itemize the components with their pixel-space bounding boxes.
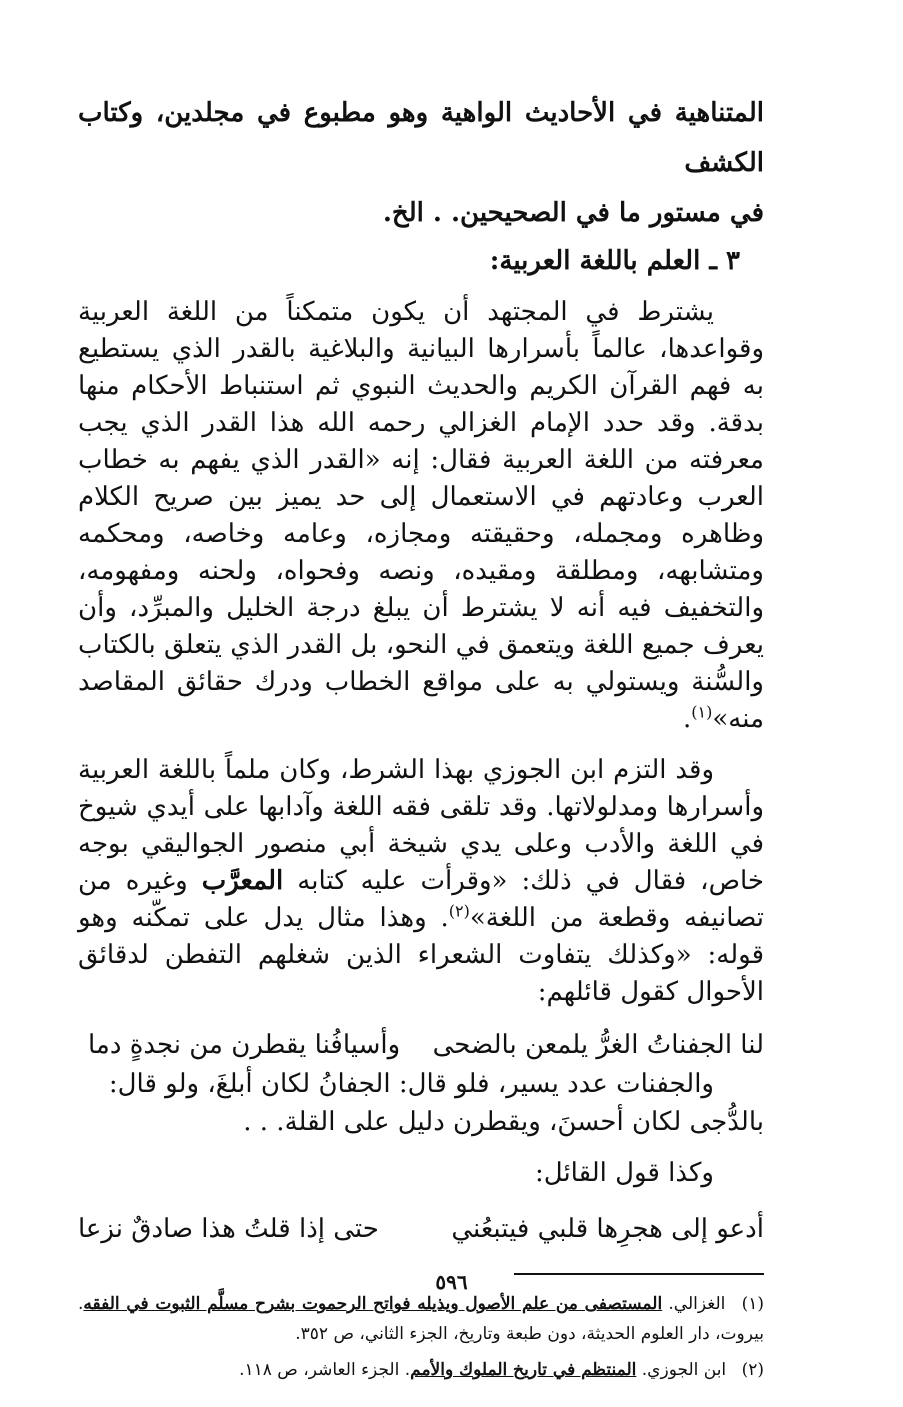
footnote-2-author: ابن الجوزي. bbox=[641, 1360, 727, 1380]
footnote-1-title: المستصفى من علم الأصول ويذيله فواتح الرحموت بشرح مسلَّم الثبوت في الفقه bbox=[83, 1294, 663, 1314]
verse-2 bbox=[78, 1207, 764, 1251]
document-page bbox=[78, 88, 764, 1385]
page-number: ٥٩٦ bbox=[435, 1270, 468, 1294]
footnote-1 bbox=[78, 1289, 764, 1349]
footnote-1-author: الغزالي. bbox=[668, 1294, 726, 1314]
section-heading: ٣ ـ العلم باللغة العربية: bbox=[489, 246, 740, 276]
paragraph-1-text: يشترط في المجتهد أن يكون متمكناً من اللغة العربية وقواعدها، عالماً بأسرارها البيانية والبلاغية بالقدر الذي يستطيع به فهم القرآن الكريم والحديث النبوي ثم استنباط الأحكام منها بدقة. وقد حدد الإمام الغزالي رحمه الله هذا القدر الذي يجب معرفته من اللغة العربية فقال: إنه «القدر الذي يفهم به خطاب العرب وعادتهم في الاستعمال إلى حد يميز بين صريح الكلام وظاهره ومجمله، وحقيقته ومجازه، وعامه وخاصه، ومحكمه ومتشابهه، ومطلقة ومقيده، ونصه وفحواه، ولحنه ومفهومه، والتخفيف فيه أنه لا يشترط أن يبلغ درجة الخليل والمبرِّد، وأن يعرف جميع اللغة ويتعمق في النحو، بل القدر الذي يتعلق بالكتاب والسُّنة ويستولي به على مواقع الخطاب ودرك حقائق المقاصد منه» bbox=[78, 297, 764, 734]
verse-2-first-hemistich: أدعو إلى هجرِها قلبي فيتبعُني bbox=[451, 1214, 764, 1244]
paragraph-2 bbox=[78, 752, 764, 1011]
paragraph-1: يشترط في المجتهد أن يكون متمكناً من اللغة العربية وقواعدها، عالماً بأسرارها البيانية والبلاغية بالقدر الذي يستطيع به فهم القرآن الكريم والحديث النبوي ثم استنباط الأحكام منها بدقة. وقد حدد الإمام الغزالي رحمه الله هذا القدر الذي يجب معرفته من اللغة العربية فقال: إنه «القدر الذي يفهم به خطاب العرب وعادتهم في الاستعمال إلى حد يميز بين صريح الكلام وظاهره ومجمله، وحقيقته ومجازه، وعامه وخاصه، ومحكمه ومتشابهه، ومطلقة ومقيده، ونصه وفحواه، ولحنه ومفهومه، والتخفيف فيه أنه لا يشترط أن يبلغ درجة الخليل والمبرِّد، وأن يعرف جميع اللغة ويتعمق في النحو، بل القدر الذي يتعلق بالكتاب والسُّنة ويستولي به على مواقع الخطاب ودرك حقائق المقاصد منه»$^{(١)}$. bbox=[78, 297, 764, 734]
footnote-1-number: (١) bbox=[741, 1294, 765, 1314]
footnote-ref-2[interactable]: (٢) bbox=[448, 901, 470, 921]
paragraph-2-text-b: وغيره من تصانيفه وقطعة من اللغة» bbox=[78, 866, 764, 933]
footnote-1-details: . بيروت، دار العلوم الحديثة، دون طبعة وتاريخ، الجزء الثاني، ص ٣٥٢. bbox=[78, 1294, 764, 1344]
footnote-2-title: المنتظم في تاريخ الملوك والأمم bbox=[410, 1360, 637, 1380]
quote-intro: وكذا قول القائل: bbox=[535, 1158, 714, 1188]
commentary-line-1: والجفنات عدد يسير، فلو قال: الجفانُ لكان أبلغَ، ولو قال: bbox=[108, 1069, 714, 1099]
verse-1-second-hemistich: وأسيافُنا يقطرن من نجدةٍ دما bbox=[88, 1030, 401, 1060]
paragraph-2-text-c: . وهذا مثال يدل على تمكّنه وهو قوله: «وكذلك يتفاوت الشعراء الذين شغلهم التفطن لدقائق الأحوال كقول قائلهم: bbox=[78, 903, 764, 1007]
footnote-2 bbox=[78, 1355, 764, 1385]
verse-1-first-hemistich: لنا الجفناتُ الغرُّ يلمعن بالضحى bbox=[432, 1030, 764, 1060]
verse-2-second-hemistich: حتى إذا قلتُ هذا صادقٌ نزعا bbox=[78, 1214, 379, 1244]
intro-line-2: في مستور ما في الصحيحين. . الخ. bbox=[382, 198, 764, 228]
commentary-line-2: بالدُّجى لكان أحسنَ، ويقطرن دليل على القلة. . . bbox=[243, 1107, 764, 1137]
footnote-2-number: (٢) bbox=[741, 1360, 764, 1380]
footnote-ref-1[interactable]: (١) bbox=[691, 702, 713, 722]
footnote-2-details: . الجزء العاشر، ص ١١٨. bbox=[239, 1360, 411, 1380]
paragraph-2-text-a: وقد التزم ابن الجوزي بهذا الشرط، وكان ملماً باللغة العربية وأسرارها ومدلولاتها. وقد تلقى فقه اللغة وآدابها على أيدي شيوخ في اللغة والأدب وعلى يدي شيخة أبي منصور الجواليقي بوجه خاص، فقال في ذلك: «وقرأت عليه كتابه bbox=[78, 755, 764, 896]
book-title: المعرَّب bbox=[201, 866, 284, 896]
verse-1 bbox=[78, 1023, 764, 1067]
intro-line-1: المتناهية في الأحاديث الواهية وهو مطبوع في مجلدين، وكتاب الكشف bbox=[78, 98, 764, 178]
